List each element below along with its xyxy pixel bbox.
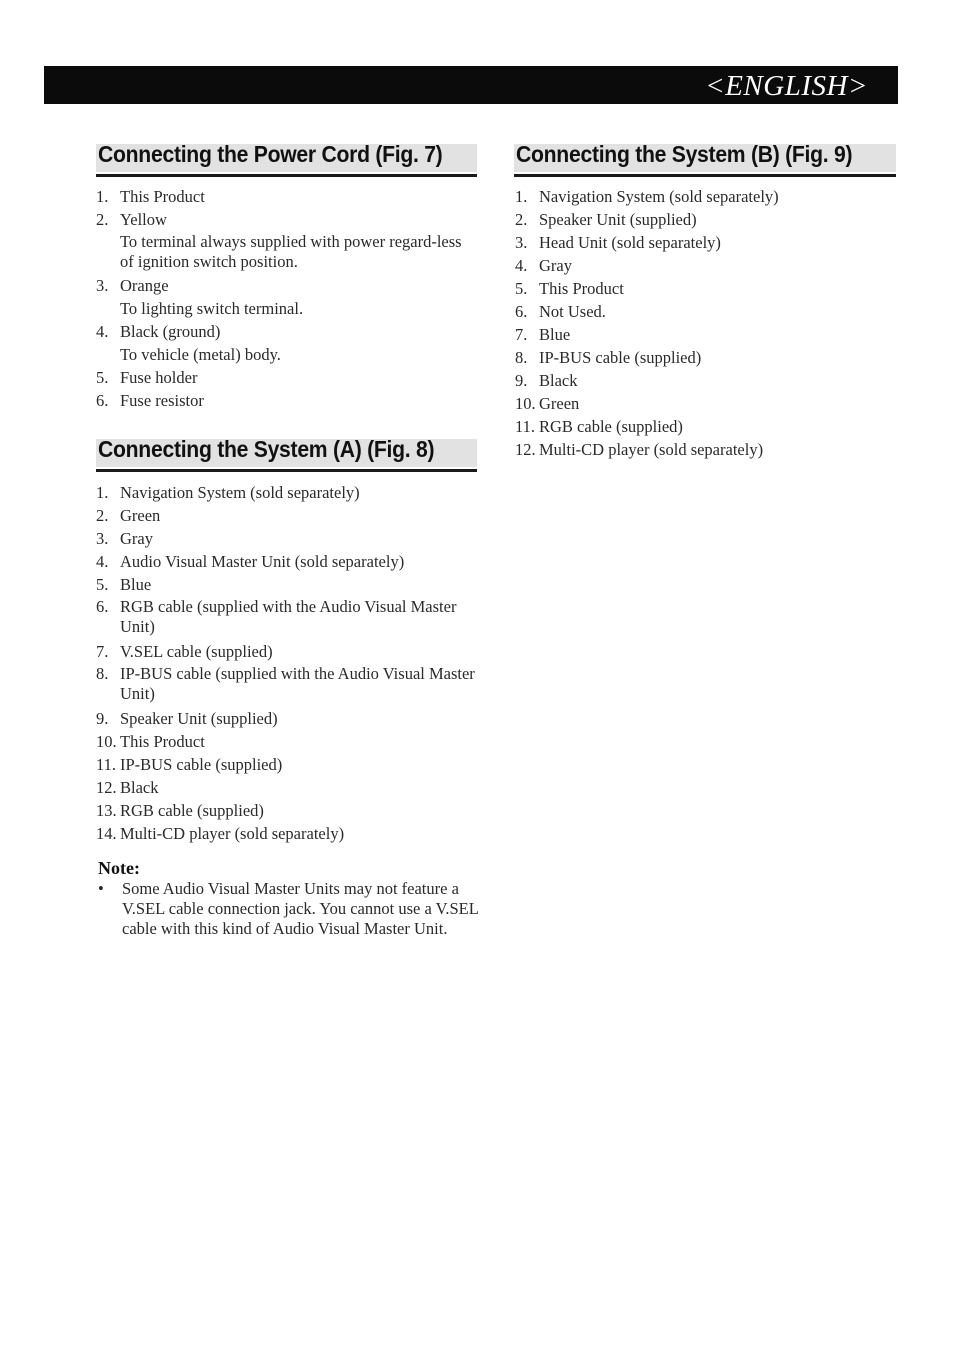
- note-text: Some Audio Visual Master Units may not feature a V.SEL cable connection jack. You cannot use a V.SEL cable with this kind of Audio Visual Master Unit.: [122, 879, 479, 938]
- item-label: Blue: [539, 325, 571, 344]
- list-item: [515, 369, 895, 392]
- list-item: [96, 822, 476, 845]
- item-number: 6.: [96, 391, 109, 410]
- item-note: To terminal always supplied with power regard-less of ignition switch position.: [120, 232, 462, 271]
- item-label: Multi-CD player (sold separately): [539, 440, 764, 459]
- item-number: 3.: [515, 233, 528, 252]
- list-item: [96, 640, 476, 663]
- list-item: [96, 481, 476, 504]
- item-note: To vehicle (metal) body.: [120, 345, 281, 364]
- list-item: [96, 208, 476, 272]
- list-item: [515, 208, 895, 231]
- list-item: [515, 323, 895, 346]
- item-label: IP-BUS cable (supplied): [539, 348, 702, 367]
- heading-system-a: [96, 433, 477, 472]
- item-label: Audio Visual Master Unit (sold separately): [120, 552, 405, 571]
- item-label: RGB cable (supplied): [539, 417, 683, 436]
- item-label: RGB cable (supplied): [120, 801, 264, 820]
- item-number: 1.: [96, 187, 109, 206]
- heading-system-b-text: Connecting the System (B) (Fig. 9): [516, 141, 853, 167]
- list-item: [515, 185, 895, 208]
- item-label: Head Unit (sold separately): [539, 233, 721, 252]
- item-label: Gray: [539, 256, 572, 275]
- item-label: This Product: [120, 187, 205, 206]
- language-banner: [44, 66, 898, 104]
- item-number: 14.: [96, 824, 117, 843]
- item-number: 10.: [96, 732, 117, 751]
- heading-system-a-text: Connecting the System (A) (Fig. 8): [98, 436, 435, 462]
- list-system-b: [515, 185, 895, 461]
- list-item: [515, 231, 895, 254]
- item-label: Speaker Unit (supplied): [120, 709, 278, 728]
- item-number: 10.: [515, 394, 536, 413]
- item-number: 12.: [515, 440, 536, 459]
- item-label: RGB cable (supplied with the Audio Visual Master Unit): [120, 597, 457, 636]
- item-number: 3.: [96, 276, 109, 295]
- item-label: Blue: [120, 575, 152, 594]
- list-item: [515, 438, 895, 461]
- list-power-cord: [96, 185, 476, 412]
- item-label: Fuse holder: [120, 368, 198, 387]
- list-item: [96, 274, 476, 320]
- list-item: [96, 707, 476, 730]
- banner-title: <ENGLISH>: [705, 70, 868, 102]
- item-number: 4.: [96, 322, 109, 341]
- item-number: 11.: [515, 417, 536, 436]
- note-title: Note:: [98, 858, 140, 878]
- item-label: Gray: [120, 529, 153, 548]
- item-label: Fuse resistor: [120, 391, 204, 410]
- item-note: To lighting switch terminal.: [120, 299, 304, 318]
- item-number: 12.: [96, 778, 117, 797]
- list-item: [96, 320, 476, 366]
- list-item: [515, 415, 895, 438]
- list-item: [96, 597, 460, 637]
- item-number: 5.: [96, 575, 109, 594]
- item-label: Navigation System (sold separately): [120, 483, 360, 502]
- note-body: [98, 879, 483, 939]
- item-label: Black: [539, 371, 578, 390]
- item-number: 2.: [515, 210, 528, 229]
- item-label: Black: [120, 778, 159, 797]
- heading-system-b: [514, 138, 896, 177]
- list-item: [96, 730, 476, 753]
- item-number: 8.: [515, 348, 528, 367]
- list-system-a: [96, 481, 476, 845]
- item-number: 5.: [96, 368, 109, 387]
- list-item: [96, 366, 476, 389]
- item-label: Green: [539, 394, 580, 413]
- item-label: IP-BUS cable (supplied): [120, 755, 283, 774]
- item-number: 7.: [515, 325, 528, 344]
- item-label: IP-BUS cable (supplied with the Audio Visual Master Unit): [120, 664, 475, 703]
- item-number: 9.: [96, 709, 109, 728]
- item-label: Multi-CD player (sold separately): [120, 824, 345, 843]
- list-item: [96, 504, 476, 527]
- item-number: 6.: [96, 597, 109, 616]
- item-number: 4.: [515, 256, 528, 275]
- item-label: Speaker Unit (supplied): [539, 210, 697, 229]
- list-item: [515, 277, 895, 300]
- item-label: Green: [120, 506, 161, 525]
- item-number: 11.: [96, 755, 117, 774]
- item-number: 5.: [515, 279, 528, 298]
- item-number: 2.: [96, 210, 109, 229]
- item-number: 4.: [96, 552, 109, 571]
- item-number: 13.: [96, 801, 117, 820]
- list-item: [96, 550, 476, 573]
- item-number: 7.: [96, 642, 109, 661]
- item-label: Orange: [120, 276, 169, 295]
- item-label: Not Used.: [539, 302, 606, 321]
- list-item: [515, 300, 895, 323]
- item-number: 1.: [96, 483, 109, 502]
- list-item: [96, 664, 480, 704]
- list-item: [96, 389, 476, 412]
- list-item: [96, 185, 476, 208]
- item-number: 2.: [96, 506, 109, 525]
- item-number: 1.: [515, 187, 528, 206]
- list-item: [515, 346, 895, 369]
- item-number: 6.: [515, 302, 528, 321]
- item-label: This Product: [539, 279, 624, 298]
- item-label: Black (ground): [120, 322, 221, 341]
- item-number: 8.: [96, 664, 109, 683]
- item-label: V.SEL cable (supplied): [120, 642, 273, 661]
- heading-power-cord: [96, 138, 477, 177]
- list-item: [96, 573, 476, 596]
- item-label: This Product: [120, 732, 205, 751]
- list-item: [96, 776, 476, 799]
- list-item: [515, 254, 895, 277]
- item-number: 9.: [515, 371, 528, 390]
- list-item: [96, 527, 476, 550]
- item-label: Navigation System (sold separately): [539, 187, 779, 206]
- item-label: Yellow: [120, 210, 167, 229]
- list-item: [515, 392, 895, 415]
- heading-power-cord-text: Connecting the Power Cord (Fig. 7): [98, 141, 443, 167]
- note-bullet: •: [98, 879, 104, 898]
- list-item: [96, 799, 476, 822]
- item-number: 3.: [96, 529, 109, 548]
- list-item: [96, 753, 476, 776]
